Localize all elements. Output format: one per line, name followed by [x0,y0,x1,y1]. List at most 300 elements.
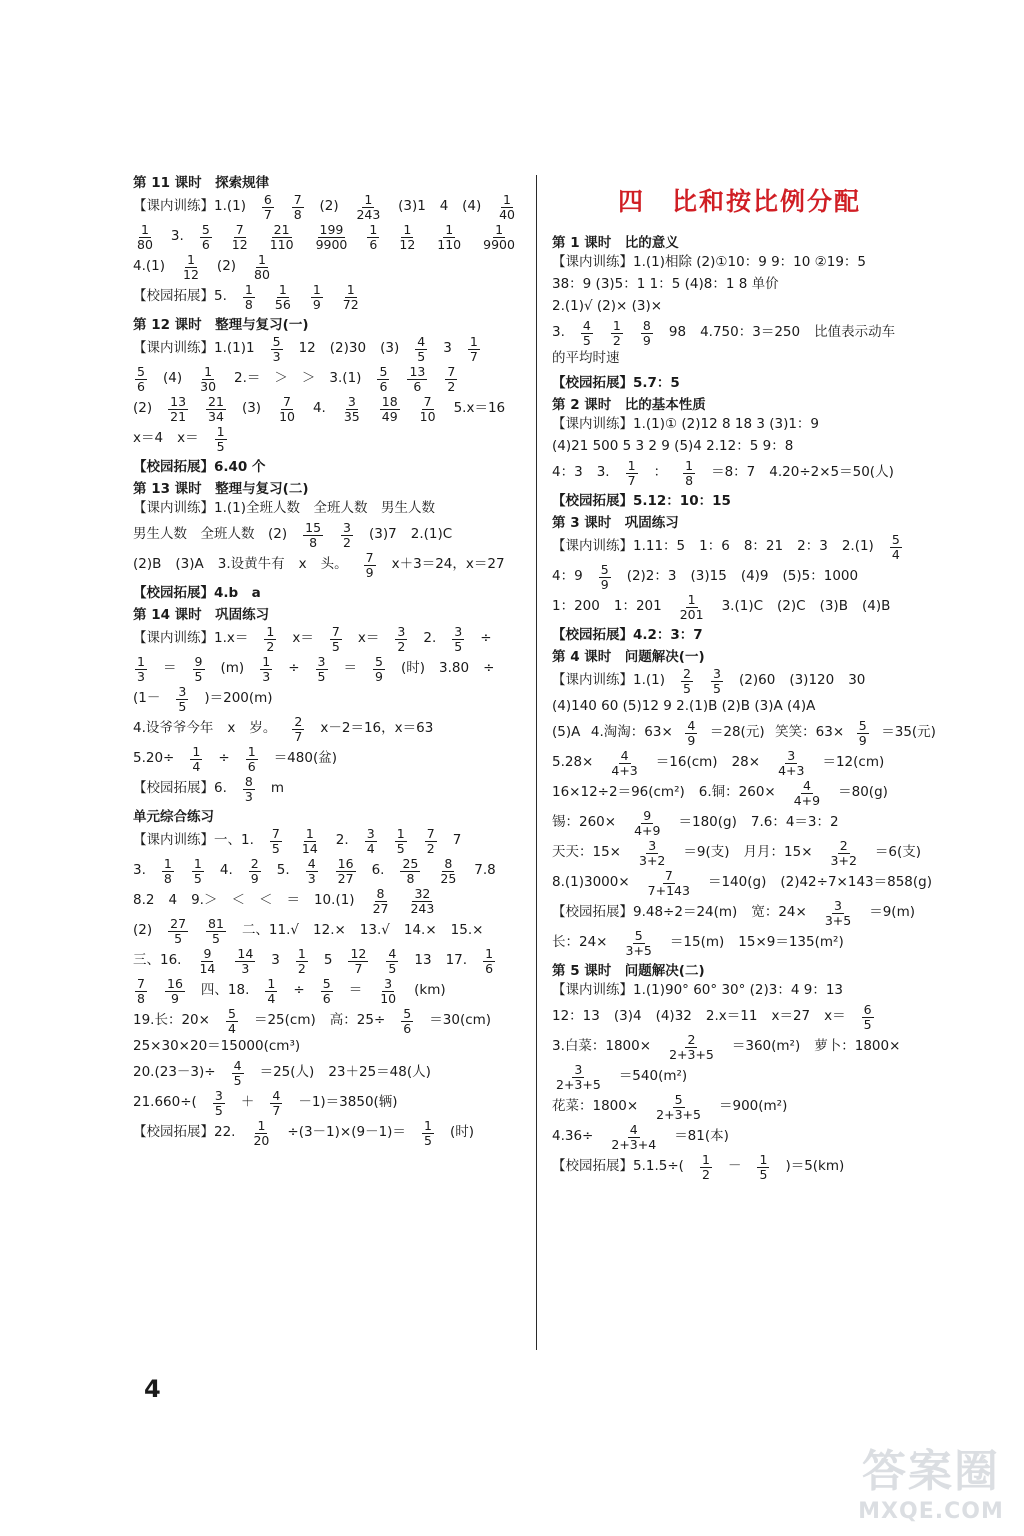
fraction: $\frac{1}{6}$ [367,223,379,250]
fraction: $\frac{4}{5}$ [581,319,593,346]
answer-text: ＝28(元) [709,724,765,741]
fraction: $\frac{4}{5}$ [232,1059,244,1086]
answer-text: 【课内训练】1.(1) [133,198,247,215]
fraction: $\frac{1}{5}$ [215,425,227,452]
answer-text: 19.长：20× [133,1012,210,1029]
answer-text: ＝140(g) [707,874,767,891]
answer-text: ＝15(m) [669,934,725,951]
fraction: $\frac{3}{5}$ [711,667,723,694]
answer-text: ＋ [240,1094,255,1111]
answer-text: 【课内训练】1.x＝ [133,630,249,647]
answer-text: 12：13 [552,1008,600,1025]
answer-line [552,1122,936,1152]
fraction: $\frac{1}{5}$ [395,827,407,854]
answer-text: )＝200(m) [204,690,273,707]
answer-text: (2) [319,198,339,215]
fraction: $\frac{7}{8}$ [292,193,304,220]
answer-text: ＝81(本) [674,1128,729,1145]
answer-text: 20.(23－3)÷ [133,1064,216,1081]
fraction: $\frac{199}{9900}$ [315,222,348,252]
answer-text: 2. [423,630,437,647]
fraction: $\frac{1}{7}$ [468,335,480,362]
fraction: $\frac{21}{110}$ [269,222,294,252]
answer-text: 【课内训练】一、1. [133,832,254,849]
answer-text: 3. [552,324,565,341]
fraction: $\frac{5}{4}$ [890,533,902,560]
column-divider [536,175,537,1350]
answer-text: ＝80(g) [838,784,888,801]
fraction: $\frac{3}{3+2}$ [639,838,666,868]
fraction: $\frac{4}{5}$ [386,947,398,974]
fraction: $\frac{1}{7}$ [626,459,638,486]
answer-text: 3.80 [439,660,470,677]
fraction: $\frac{7}{10}$ [279,394,295,424]
answer-line: 【课内训练】1.(1)相除 (2)①10：9 9：10 ②19：5 [552,254,867,271]
answer-text: x＝ [824,1008,846,1025]
answer-line [133,744,519,774]
answer-text: x＝4 [133,430,164,447]
answer-text: (3)1 [398,198,426,215]
answer-text: 5.x＝16 [453,400,506,417]
answer-text: 3. [596,464,610,481]
answer-text: ＝9(m) [869,904,915,921]
answer-text: 头。 [320,556,348,573]
fraction: $\frac{1}{6}$ [483,947,495,974]
answer-text: ＜ [258,892,273,909]
fraction: $\frac{1}{12}$ [399,222,416,252]
fraction: $\frac{5}{9}$ [373,655,385,682]
answer-text: ÷ [218,750,230,767]
fraction: $\frac{5}{6}$ [321,977,333,1004]
fraction: $\frac{2}{7}$ [292,715,304,742]
answer-text: 30 [848,672,866,689]
answer-text: (4)9 [740,568,769,585]
answer-line [133,976,519,1006]
answer-text: 【校园拓展】6. [133,780,227,797]
answer-text: 6.铜：260× [698,784,776,801]
answer-line [552,1092,936,1122]
answer-text: x＋3＝24，x＝27 [391,556,505,573]
answer-text: (3)B [819,598,848,615]
fraction: $\frac{1}{8}$ [683,459,695,486]
answer-text: 3. [170,228,184,245]
section-heading: 第 1 课时 比的意义 [552,235,679,251]
fraction: $\frac{5}{4}$ [226,1007,238,1034]
fraction: $\frac{16}{9}$ [167,976,183,1006]
fraction: $\frac{7}{5}$ [270,827,282,854]
answer-text: 4：3 [552,464,583,481]
section-heading: 第 12 课时 整理与复习(一) [133,317,309,333]
answer-line [133,252,519,282]
answer-line: 25×30×20＝15000(cm³) [133,1038,301,1055]
answer-text: 5. [276,862,290,879]
answer-text: (2) [216,258,237,275]
fraction: $\frac{5}{2+3+5}$ [656,1092,701,1122]
answer-text: 3 [443,340,452,357]
answer-text: ÷ [480,630,492,647]
answer-text: 二、11.√ [241,922,300,939]
fraction: $\frac{1}{2}$ [700,1153,712,1180]
section-heading: 第 4 课时 问题解决(一) [552,649,705,665]
answer-line [133,334,519,364]
answer-text: (2)60 [739,672,776,689]
answer-line [552,1002,936,1032]
answer-text: 7 [452,832,462,849]
section-heading: 第 13 课时 整理与复习(二) [133,481,309,497]
answer-line [133,364,519,394]
answer-text: 【校园拓展】9.48÷2＝24(m) [552,904,738,921]
answer-line [133,654,519,684]
answer-text: 17. [445,952,468,969]
answer-text: 4. [312,400,326,417]
answer-text: x＝ [357,630,380,647]
answer-text: ＝ [286,892,300,909]
answer-text: 98 [668,324,687,341]
answer-text: 21.660÷( [133,1094,197,1111]
answer-line: 【课内训练】1.(1)90° 60° 30° (2)3：4 9：13 [552,982,844,999]
section-heading: 【校园拓展】6.40 个 [133,459,266,475]
answer-line [552,458,936,488]
answer-text: 2.(1)C [410,526,453,543]
fraction: $\frac{5}{9}$ [857,719,869,746]
answer-text: － [727,1158,742,1175]
answer-text: 2.x＝11 [705,1008,758,1025]
answer-text: (4) [163,370,183,387]
fraction: $\frac{1}{80}$ [137,222,153,252]
answer-line [552,532,936,562]
answer-text: ÷ [483,660,495,677]
answer-line [552,898,936,928]
fraction: $\frac{21}{34}$ [208,394,224,424]
fraction: $\frac{6}{7}$ [262,193,274,220]
answer-text: 【校园拓展】22. [133,1124,236,1141]
answer-text: 2. [335,832,349,849]
answer-text: 4.设爷爷今年 [133,720,214,737]
answer-text: ＝9(支) [683,844,730,861]
section-heading: 第 11 课时 探索规律 [133,175,270,191]
fraction: $\frac{2}{3+2}$ [830,838,857,868]
answer-text: 2.＝ [234,370,261,387]
fraction: $\frac{7}{9}$ [364,551,376,578]
answer-text: 8.(1)3000× [552,874,630,891]
answer-text: m [270,780,285,797]
fraction: $\frac{14}{3}$ [237,946,254,976]
answer-text: ＞ [274,370,288,387]
answer-text: ＝16(cm) [655,754,718,771]
fraction: $\frac{3}{4+3}$ [778,748,805,778]
answer-line [552,928,936,958]
section-heading: 【校园拓展】4.b a [133,585,261,601]
answer-text: x [298,556,307,573]
fraction: $\frac{81}{5}$ [208,916,224,946]
right-column [552,230,936,1182]
answer-text: ＝12(cm) [822,754,885,771]
fraction: $\frac{5}{6}$ [200,223,212,250]
fraction: $\frac{1}{4}$ [190,745,202,772]
fraction: $\frac{1}{5}$ [422,1119,434,1146]
fraction: $\frac{3}{3+5}$ [824,898,852,928]
answer-text: ＝25(cm) [253,1012,316,1029]
answer-text: (2)B [133,556,162,573]
answer-text: 【校园拓展】5. [133,288,227,305]
answer-line [552,1152,936,1182]
answer-text: 比值表示动车 [814,324,896,341]
fraction: $\frac{7}{12}$ [231,222,248,252]
page-number: 4 [144,1375,161,1403]
answer-text: (1－ [133,690,161,707]
left-column [133,170,519,1148]
answer-text: 3.设黄牛有 [217,556,285,573]
fraction: $\frac{3}{4}$ [365,827,377,854]
section-heading: 第 5 课时 问题解决(二) [552,963,705,979]
fraction: $\frac{1}{20}$ [253,1118,270,1148]
fraction: $\frac{5}{6}$ [377,365,389,392]
answer-text: 1：201 [613,598,662,615]
fraction: $\frac{8}{9}$ [641,319,653,346]
fraction: $\frac{4}{4+9}$ [793,778,821,808]
answer-text: 3. [133,862,146,879]
answer-line [133,394,519,424]
answer-text: 2：3 [797,538,828,555]
answer-text: (2) [133,922,153,939]
answer-text: (5)5：1000 [782,568,859,585]
fraction: $\frac{4}{5}$ [415,335,427,362]
answer-text: 1：200 [552,598,600,615]
answer-text: ÷(3－1)×(9－1)＝ [287,1124,406,1141]
answer-text: ＝ [163,660,177,677]
fraction: $\frac{8}{25}$ [440,856,457,886]
answer-text: (4)B [861,598,891,615]
answer-text: 三、16. [133,952,182,969]
answer-text: 【课内训练】1.11：5 [552,538,686,555]
answer-text: (km) [414,982,446,999]
fraction: $\frac{9}{4+9}$ [634,808,661,838]
answer-text: 4 [168,892,178,909]
fraction: $\frac{27}{5}$ [170,916,187,946]
section-heading: 第 14 课时 巩固练习 [133,607,270,623]
answer-text: (4) [462,198,482,215]
fraction: $\frac{1}{5}$ [192,857,204,884]
answer-text: (2)30 [329,340,367,357]
answer-text: (4)32 [655,1008,692,1025]
fraction: $\frac{7}{2}$ [425,827,437,854]
answer-line: (4)21 500 5 3 2 9 (5)4 2.12：5 9：8 [552,438,794,455]
answer-text: 14.× [403,922,437,939]
answer-text: 3 [271,952,280,969]
section-heading: 【校园拓展】5.12：10：15 [552,493,731,509]
answer-text: ＝ [348,982,363,999]
fraction: $\frac{18}{49}$ [381,394,398,424]
answer-line [552,592,936,622]
fraction: $\frac{4}{4+3}$ [611,748,638,778]
answer-line: (4)140 60 (5)12 9 2.(1)B (2)B (3)A (4)A [552,698,816,715]
answer-line [133,1058,519,1088]
fraction: $\frac{1}{2}$ [611,319,623,346]
fraction: $\frac{1}{8}$ [243,283,255,310]
answer-text: ＝6(支) [874,844,922,861]
answer-line [552,778,936,808]
answer-text: 8.2 [133,892,155,909]
answer-text: 4 [439,198,449,215]
answer-line: 的平均时速 [552,350,620,367]
fraction: $\frac{7}{10}$ [419,394,436,424]
fraction: $\frac{3}{2+3+5}$ [556,1062,601,1092]
fraction: $\frac{3}{5}$ [213,1089,225,1116]
fraction: $\frac{1}{3}$ [260,655,272,682]
answer-text: ＝180(g) [678,814,737,831]
answer-text: 4.750：3＝250 [700,324,801,341]
fraction: $\frac{1}{40}$ [499,192,515,222]
answer-line [133,550,519,580]
answer-text: 2.(1) [841,538,874,555]
answer-text: －1)＝3850(辆) [298,1094,398,1111]
answer-text: 12.× [313,922,346,939]
fraction: $\frac{4}{3}$ [306,857,318,884]
fraction: $\frac{3}{2}$ [341,521,353,548]
answer-line [552,718,936,748]
answer-text: 8：21 [743,538,784,555]
answer-text: (时) [401,660,426,677]
answer-text: x＝ [292,630,314,647]
answer-text: x－2＝16，x＝63 [320,720,434,737]
answer-text: (2)2：3 [626,568,677,585]
fraction: $\frac{1}{2}$ [264,625,276,652]
fraction: $\frac{1}{6}$ [246,745,258,772]
section-heading: 第 2 课时 比的基本性质 [552,397,706,413]
answer-text: 月月：15× [743,844,813,861]
fraction: $\frac{1}{8}$ [162,857,174,884]
fraction: $\frac{3}{10}$ [380,976,397,1006]
answer-line: 38：9 (3)5：1 1：5 (4)8：1 8 单价 [552,276,779,293]
answer-text: 13.√ [359,922,390,939]
fraction: $\frac{1}{9}$ [311,283,323,310]
answer-line: 【课内训练】1.(1)全班人数 全班人数 男生人数 [133,500,436,517]
answer-text: 3.(1) [329,370,362,387]
fraction: $\frac{1}{2}$ [296,947,308,974]
fraction: $\frac{32}{243}$ [410,886,435,916]
fraction: $\frac{1}{201}$ [679,592,704,622]
unit-title: 四 比和按比例分配 [618,187,862,216]
answer-text: (3) [241,400,262,417]
watermark-text: 答案圈 [862,1446,1000,1497]
answer-text: 天天：15× [552,844,621,861]
fraction: $\frac{1}{14}$ [301,826,318,856]
answer-text: 12 [298,340,316,357]
fraction: $\frac{1}{3}$ [135,655,147,682]
fraction: $\frac{1}{110}$ [437,222,462,252]
fraction: $\frac{1}{4}$ [265,977,277,1004]
answer-text: ＝ [343,660,357,677]
answer-line [552,868,936,898]
answer-text: 长：24× [552,934,608,951]
answer-text: 9.＞ [191,892,218,909]
answer-text: 4.36÷ [552,1128,594,1145]
answer-text: (3)7 [369,526,397,543]
fraction: $\frac{16}{27}$ [337,856,354,886]
fraction: $\frac{2}{5}$ [681,667,693,694]
answer-text: (3)A [175,556,204,573]
answer-text: (m) [220,660,245,677]
answer-text: ＝540(m²) [618,1068,688,1085]
answer-line [552,838,936,868]
answer-text: 4.(1) [133,258,166,275]
answer-line [133,886,519,916]
answer-line [133,520,519,550]
answer-line [133,916,519,946]
answer-text: 15×9＝135(m²) [738,934,844,951]
answer-text: 4. [219,862,233,879]
answer-line [133,624,519,654]
answer-text: ＝360(m²) [731,1038,801,1055]
fraction: $\frac{12}{7}$ [350,946,367,976]
answer-text: 15.× [450,922,484,939]
answer-line [133,774,519,804]
answer-text: ： [653,464,668,481]
answer-text: 4：9 [552,568,583,585]
fraction: $\frac{1}{9900}$ [483,222,515,252]
answer-line [133,282,519,312]
fraction: $\frac{2}{9}$ [249,857,261,884]
fraction: $\frac{3}{2}$ [395,625,407,652]
answer-text: 5 [323,952,333,969]
answer-line [133,714,519,744]
answer-line [552,562,936,592]
answer-text: 【课内训练】1.(1)1 [133,340,255,357]
answer-line [133,684,519,714]
answer-text: 锡：260× [552,814,617,831]
answer-text: 23＋25＝48(人) [328,1064,431,1081]
answer-text: x＝ [177,430,199,447]
answer-text: 6. [371,862,385,879]
section-heading: 单元综合练习 [133,809,214,825]
answer-text: 28× [731,754,761,771]
answer-text: 萝卜：1800× [814,1038,901,1055]
answer-text: (2)42÷7×143＝858(g) [780,874,932,891]
fraction: $\frac{1}{56}$ [274,282,291,312]
answer-line [552,318,936,348]
answer-text: 10.(1) [313,892,355,909]
answer-text: 岁。 [249,720,277,737]
answer-text: 四、18. [200,982,250,999]
answer-line [133,1006,519,1036]
answer-text: 3.(1)C [721,598,764,615]
fraction: $\frac{1}{30}$ [200,364,217,394]
answer-text: ＝25(人) [259,1064,315,1081]
answer-text: 【课内训练】1.(1) [552,672,666,689]
fraction: $\frac{1}{243}$ [356,192,381,222]
answer-text: 花菜：1800× [552,1098,639,1115]
answer-text: (3)15 [690,568,727,585]
answer-line [133,1118,519,1148]
fraction: $\frac{3}{35}$ [343,394,360,424]
answer-text: x [227,720,236,737]
answer-text: 高：25÷ [329,1012,386,1029]
answer-text: (3)4 [613,1008,642,1025]
section-heading: 第 3 课时 巩固练习 [552,515,679,531]
fraction: $\frac{5}{3+5}$ [625,928,652,958]
answer-text: 3.白菜：1800× [552,1038,652,1055]
fraction: $\frac{3}{5}$ [316,655,328,682]
answer-text: 5.28× [552,754,594,771]
fraction: $\frac{9}{14}$ [199,946,216,976]
answer-text: ＞ [301,370,316,387]
fraction: $\frac{8}{27}$ [372,886,389,916]
answer-text: ＝8：7 [711,464,756,481]
fraction: $\frac{7}{2}$ [445,365,457,392]
answer-text: )＝5(km) [785,1158,845,1175]
fraction: $\frac{13}{21}$ [170,394,187,424]
answer-text: 13 [414,952,432,969]
